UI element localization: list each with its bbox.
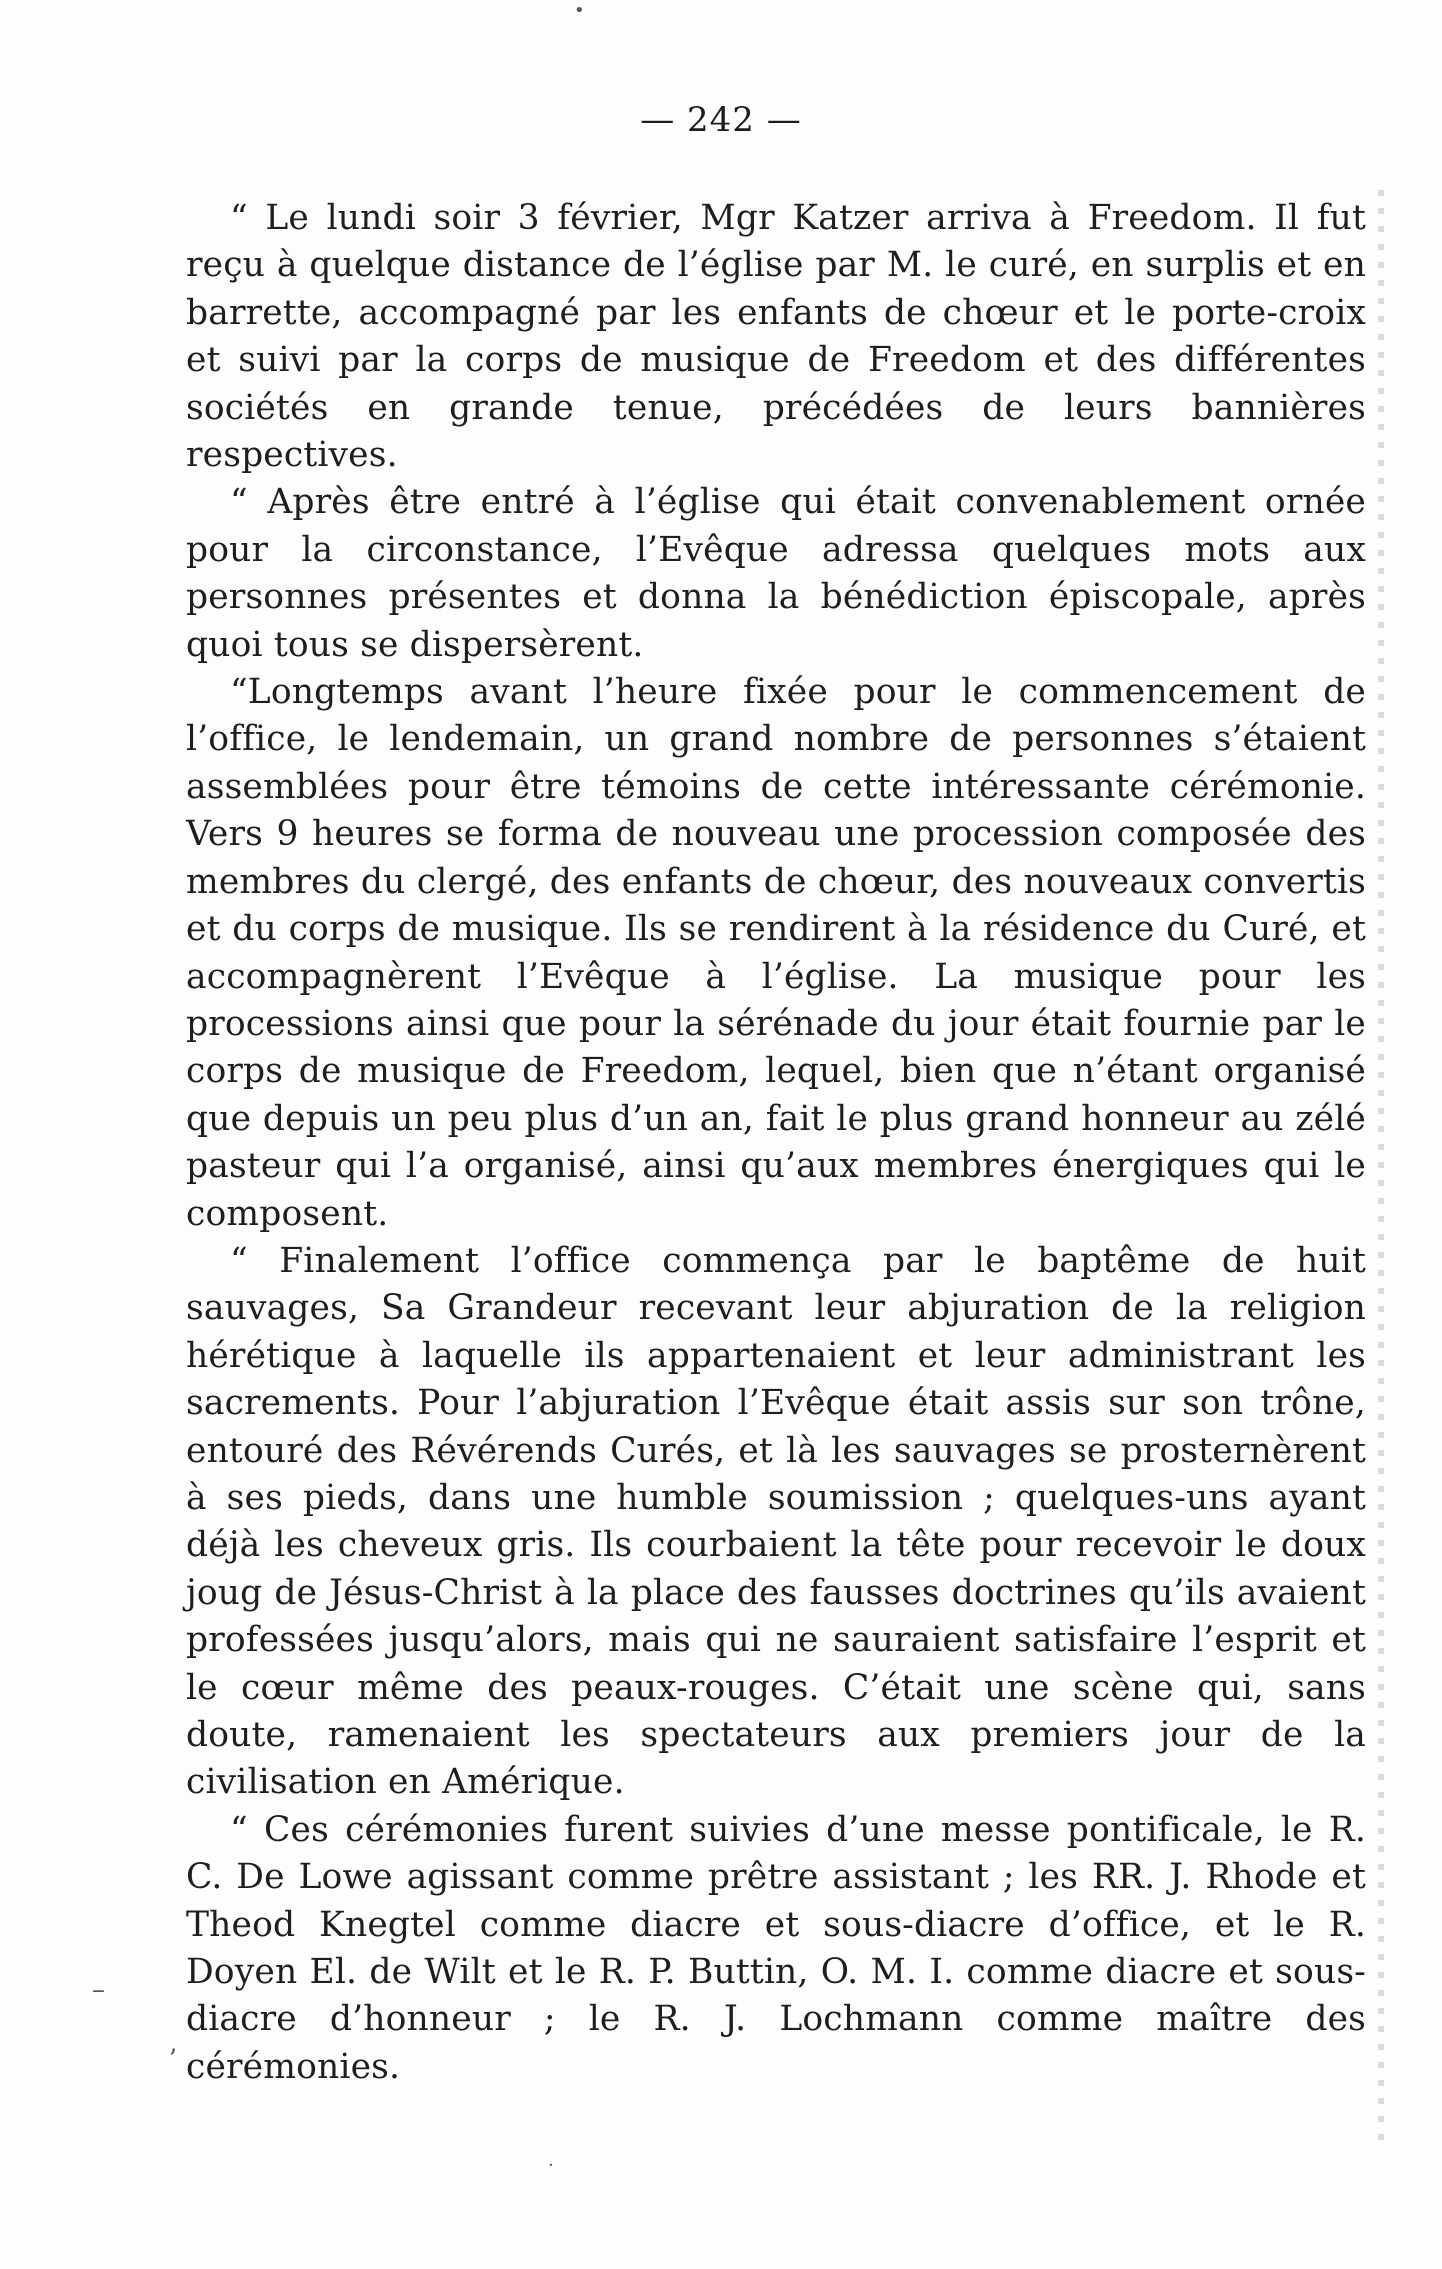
page-number: — 242 — [640,100,802,140]
paragraph-arrival: “ Le lundi soir 3 février, Mgr Katzer arriva à Freedom. Il fut reçu à quelque distance de l’église par M. le curé, en surplis et en barrette, accompagné par les enfants de chœur et le porte-croix et suivi par la corps de musique de Freedom et des différentes sociétés en grande tenue, précédées de leurs bannières respectives. [186,198,1366,476]
margin-dash: – [92,1975,105,2005]
paragraph-church-entry: “ Après être entré à l’église qui était convenablement ornée pour la circonstance, l’Evêque adressa quelques mots aux personnes présentes et donna la bénédiction épiscopale, après quoi tous se dispersèrent. [186,482,1366,665]
paragraph-pontifical-mass: “ Ces cérémonies furent suivies d’une messe pontificale, le R. C. De Lowe agissant comme prêtre assistant ; les RR. J. Rhode et Theod Knegtel comme diacre et sous-diacre d’office, et le R. Doyen El. de Wilt et le R. P. Buttin, O. M. I. comme diacre et sous-diacre d’honneur ; le R. J. Lochmann comme maître des cérémonies. [186,1809,1366,2087]
paragraph-baptism: “ Finalement l’office commença par le baptême de huit sauvages, Sa Grandeur recevant leur abjuration de la religion hérétique à laquelle ils appartenaient et leur administrant les sacrements. Pour l’abjuration l’Evêque était assis sur son trône, entouré des Révérends Curés, et là les sauvages se prosternèrent à ses pieds, dans une humble soumission ; quelques-uns ayant déjà les cheveux gris. Ils courbaient la tête pour recevoir le doux joug de Jésus-Christ à la place des fausses doctrines qu’ils avaient professées jusqu’alors, mais qui ne sauraient satisfaire l’esprit et le cœur même des peaux-rouges. C’était une scène qui, sans doute, ramenaient les spectateurs aux premiers jour de la civilisation en Amérique. [186,1240,1366,1803]
paragraph-procession: “Longtemps avant l’heure fixée pour le commencement de l’office, le lendemain, un grand nombre de personnes s’étaient assemblées pour être témoins de cette intéressante cérémonie. Vers 9 heures se forma de nouveau une procession composée des membres du clergé, des enfants de chœur, des nouveaux convertis et du corps de musique. Ils se rendirent à la résidence du Curé, et accompagnèrent l’Evêque à l’église. La musique pour les processions ainsi que pour la sérénade du jour était fournie par le corps de musique de Freedom, lequel, bien que n’étant organisé que depuis un peu plus d’un an, fait le plus grand honneur au zélé pasteur qui l’a organisé, ainsi qu’aux membres énergiques qui le composent. [186,672,1366,1234]
margin-dot: • [574,0,585,21]
page-edge-shadow [1378,190,1384,2150]
margin-dot-bottom: · [548,2155,554,2176]
margin-tick: ʼ [168,2045,177,2075]
body-text [186,195,1366,2091]
